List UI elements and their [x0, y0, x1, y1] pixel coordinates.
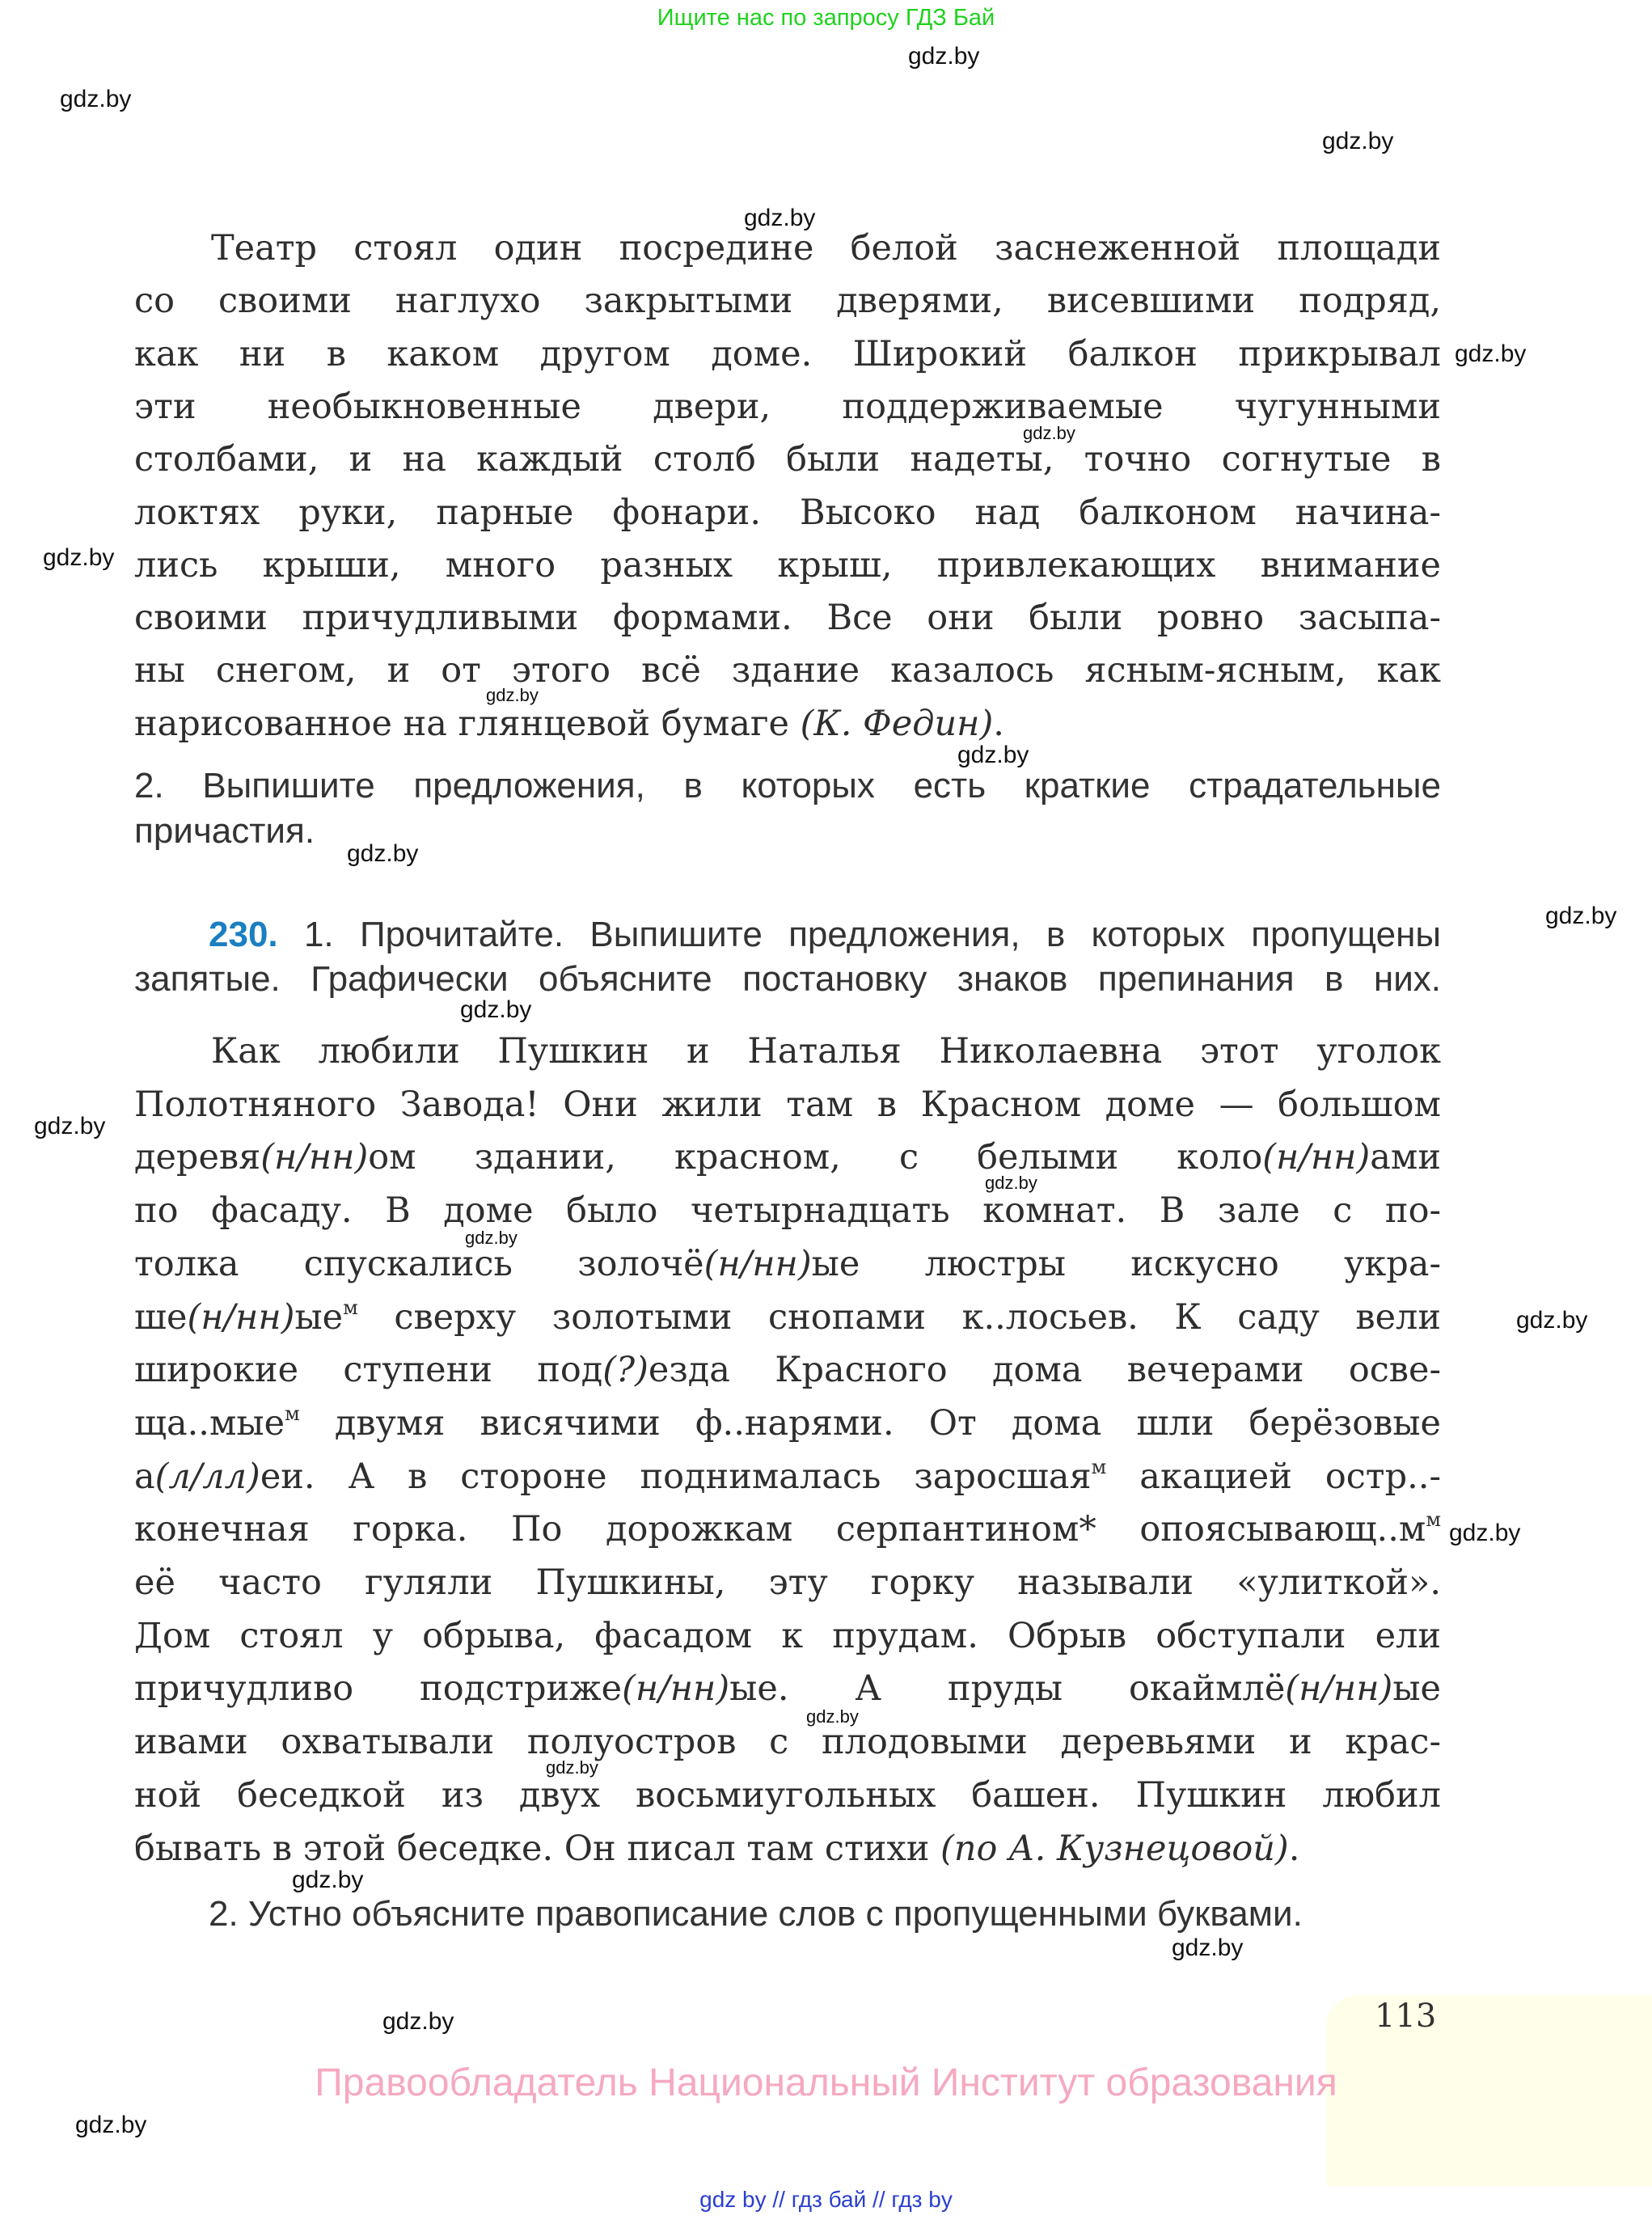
watermark-text: gdz.by: [1516, 1307, 1588, 1334]
exercise-instruction-line: запятые. Графически объясните постановку знаков препинания в них.: [134, 959, 1441, 999]
superscript-mark: м: [343, 1296, 358, 1319]
watermark-text: gdz.by: [1455, 340, 1527, 367]
text-line: [134, 1769, 1441, 1822]
text-line: [134, 1662, 1441, 1715]
text-fragment: бывать в этой беседке. Он писал там стихи: [134, 1828, 941, 1869]
text-line: [134, 1715, 1441, 1769]
text-line: [211, 1025, 1441, 1078]
text-line: [134, 1131, 1441, 1184]
watermark-text: gdz.by: [908, 43, 980, 70]
text-fragment: сверху золотыми снопами к..лосьев. К саду вели: [357, 1296, 1441, 1338]
text-line: [134, 1078, 1441, 1131]
text-fragment: ые. А пруды окаймлё: [729, 1668, 1286, 1710]
text-line: [134, 328, 1441, 381]
text-fragment: а: [134, 1456, 155, 1497]
superscript-mark: м: [1426, 1508, 1441, 1532]
superscript-mark: м: [1091, 1455, 1107, 1478]
text-fragment: Полотняного Завода! Они жили там в Красном доме — большом: [134, 1084, 1441, 1125]
text-fragment: деревя: [134, 1137, 261, 1178]
rights-holder-footer: Правообладатель Национальный Институт образования: [315, 2061, 1337, 2104]
text-line: [134, 1184, 1441, 1237]
italic-fragment: (н/нн): [1285, 1668, 1393, 1710]
text-fragment: езда Красного дома вечерами осве-: [648, 1350, 1441, 1391]
text-fragment: причудливо подстриже: [134, 1668, 623, 1710]
italic-fragment: (н/нн): [187, 1296, 295, 1338]
text-line: [134, 539, 1441, 592]
text-fragment: эти необыкновенные двери, поддерживаемые чугунными: [134, 386, 1441, 427]
text-fragment: нарисованное на глянцевой бумаге: [134, 703, 801, 744]
watermark-text: gdz.by: [985, 1173, 1037, 1193]
text-fragment: своими причудливыми формами. Все они были ровно засыпа-: [134, 598, 1441, 639]
text-fragment: конечная горка. По дорожкам серпантином* опоясывающ..м: [134, 1509, 1426, 1550]
watermark-text: gdz.by: [744, 205, 816, 231]
text-fragment: ом здании, красном, с белыми коло: [368, 1137, 1263, 1178]
text-fragment: ивами охватывали полуостров с плодовыми деревьями и крас-: [134, 1722, 1441, 1763]
bottom-links[interactable]: gdz by // гдз бай // гдз by: [699, 2187, 953, 2212]
text-fragment: Театр стоял один посредине белой заснеженной площади: [211, 228, 1441, 268]
text-line: [134, 697, 1441, 750]
watermark-text: gdz.by: [43, 544, 115, 571]
text-line: [134, 1822, 1441, 1875]
text-line: [134, 486, 1441, 539]
task-1-line: причастия.: [134, 811, 315, 851]
text-fragment: толка спускались золочё: [134, 1243, 704, 1284]
watermark-text: gdz.by: [460, 996, 532, 1023]
text-fragment: со своими наглухо закрытыми дверями, висевшими подряд,: [134, 281, 1441, 322]
exercise-number: 230.: [209, 915, 278, 954]
text-fragment: ны снегом, и от этого всё здание казалось ясным-ясным, как: [134, 650, 1441, 691]
watermark-text: gdz.by: [546, 1757, 598, 1778]
italic-fragment: (К. Федин): [800, 703, 994, 744]
text-fragment: .: [1288, 1828, 1300, 1869]
text-line: [134, 1291, 1441, 1344]
watermark-text: gdz.by: [1023, 423, 1075, 443]
text-line: [134, 644, 1441, 697]
watermark-text: gdz.by: [486, 685, 539, 705]
italic-fragment: (н/нн): [703, 1243, 812, 1284]
text-line: [134, 433, 1441, 486]
watermark-text: gdz.by: [75, 2112, 147, 2138]
watermark-text: gdz.by: [347, 840, 419, 867]
watermark-text: gdz.by: [806, 1706, 859, 1727]
text-fragment: ые люстры искусно укра-: [811, 1243, 1441, 1284]
text-fragment: ной беседкой из двух восьмиугольных башен. Пушкин любил: [134, 1774, 1441, 1816]
text-fragment: Как любили Пушкин и Наталья Николаевна этот уголок: [211, 1031, 1441, 1072]
watermark-text: gdz.by: [60, 86, 132, 112]
text-fragment: локтях руки, парные фонари. Высоко над балконом начина-: [134, 492, 1441, 533]
text-fragment: акацией остр..-: [1106, 1456, 1441, 1497]
watermark-text: gdz.by: [382, 2008, 454, 2035]
watermark-text: gdz.by: [1545, 903, 1617, 929]
superscript-mark: м: [285, 1402, 300, 1425]
text-line: [134, 380, 1441, 433]
watermark-text: gdz.by: [1172, 1934, 1244, 1961]
task-1-line: 2. Выпишите предложения, в которых есть краткие страдательные: [134, 766, 1441, 805]
watermark-text: gdz.by: [465, 1228, 518, 1248]
text-line: [134, 1397, 1441, 1450]
text-fragment: широкие ступени под: [134, 1350, 603, 1391]
text-line: [211, 222, 1441, 275]
text-fragment: по фасаду. В доме было четырнадцать комнат. В зале с по-: [134, 1190, 1441, 1232]
watermark-text: gdz.by: [1449, 1520, 1521, 1546]
text-fragment: ые: [1392, 1668, 1441, 1710]
text-line: [134, 1609, 1441, 1663]
text-fragment: ше: [134, 1296, 188, 1338]
italic-fragment: (н/нн): [1262, 1137, 1371, 1178]
text-fragment: Дом стоял у обрыва, фасадом к прудам. Обрыв обступали ели: [134, 1615, 1441, 1656]
text-line: [134, 591, 1441, 645]
text-fragment: .: [993, 703, 1004, 744]
exercise-instruction-line: [209, 912, 1441, 958]
text-fragment: как ни в каком другом доме. Широкий балкон прикрывал: [134, 333, 1441, 374]
text-line: [134, 1556, 1441, 1609]
italic-fragment: (н/нн): [260, 1137, 369, 1178]
instruction-text: 1. Прочитайте. Выпишите предложения, в которых пропущены: [303, 915, 1441, 954]
text-line: [134, 274, 1441, 328]
page-number: 113: [1375, 1998, 1437, 2035]
text-line: [134, 1343, 1441, 1397]
italic-fragment: (н/нн): [622, 1668, 730, 1710]
task-2-line: 2. Устно объясните правописание слов с пропущенными буквами.: [209, 1894, 1303, 1934]
italic-fragment: (?): [602, 1350, 649, 1391]
watermark-text: gdz.by: [1322, 128, 1394, 154]
text-fragment: её часто гуляли Пушкины, эту горку называли «улиткой».: [134, 1562, 1441, 1603]
watermark-text: gdz.by: [292, 1867, 364, 1893]
watermark-text: gdz.by: [957, 742, 1029, 768]
text-fragment: еи. А в стороне поднималась заросшая: [260, 1456, 1092, 1497]
italic-fragment: (по А. Кузнецовой): [940, 1828, 1289, 1869]
text-line: [134, 1503, 1441, 1556]
text-fragment: лись крыши, много разных крыш, привлекающих внимание: [134, 544, 1441, 586]
watermark-text: gdz.by: [34, 1113, 106, 1139]
text-line: [134, 1450, 1441, 1503]
text-line: [134, 1237, 1441, 1291]
text-fragment: ые: [294, 1296, 344, 1338]
text-fragment: двумя висячими ф..нарями. От дома шли берёзовые: [299, 1402, 1441, 1444]
top-banner[interactable]: Ищите нас по запросу ГДЗ Бай: [657, 5, 995, 31]
text-fragment: ща..мые: [134, 1402, 285, 1444]
italic-fragment: (л/лл): [154, 1456, 260, 1497]
text-fragment: столбами, и на каждый столб были надеты, точно согнутые в: [134, 439, 1441, 480]
text-fragment: ами: [1370, 1137, 1441, 1178]
